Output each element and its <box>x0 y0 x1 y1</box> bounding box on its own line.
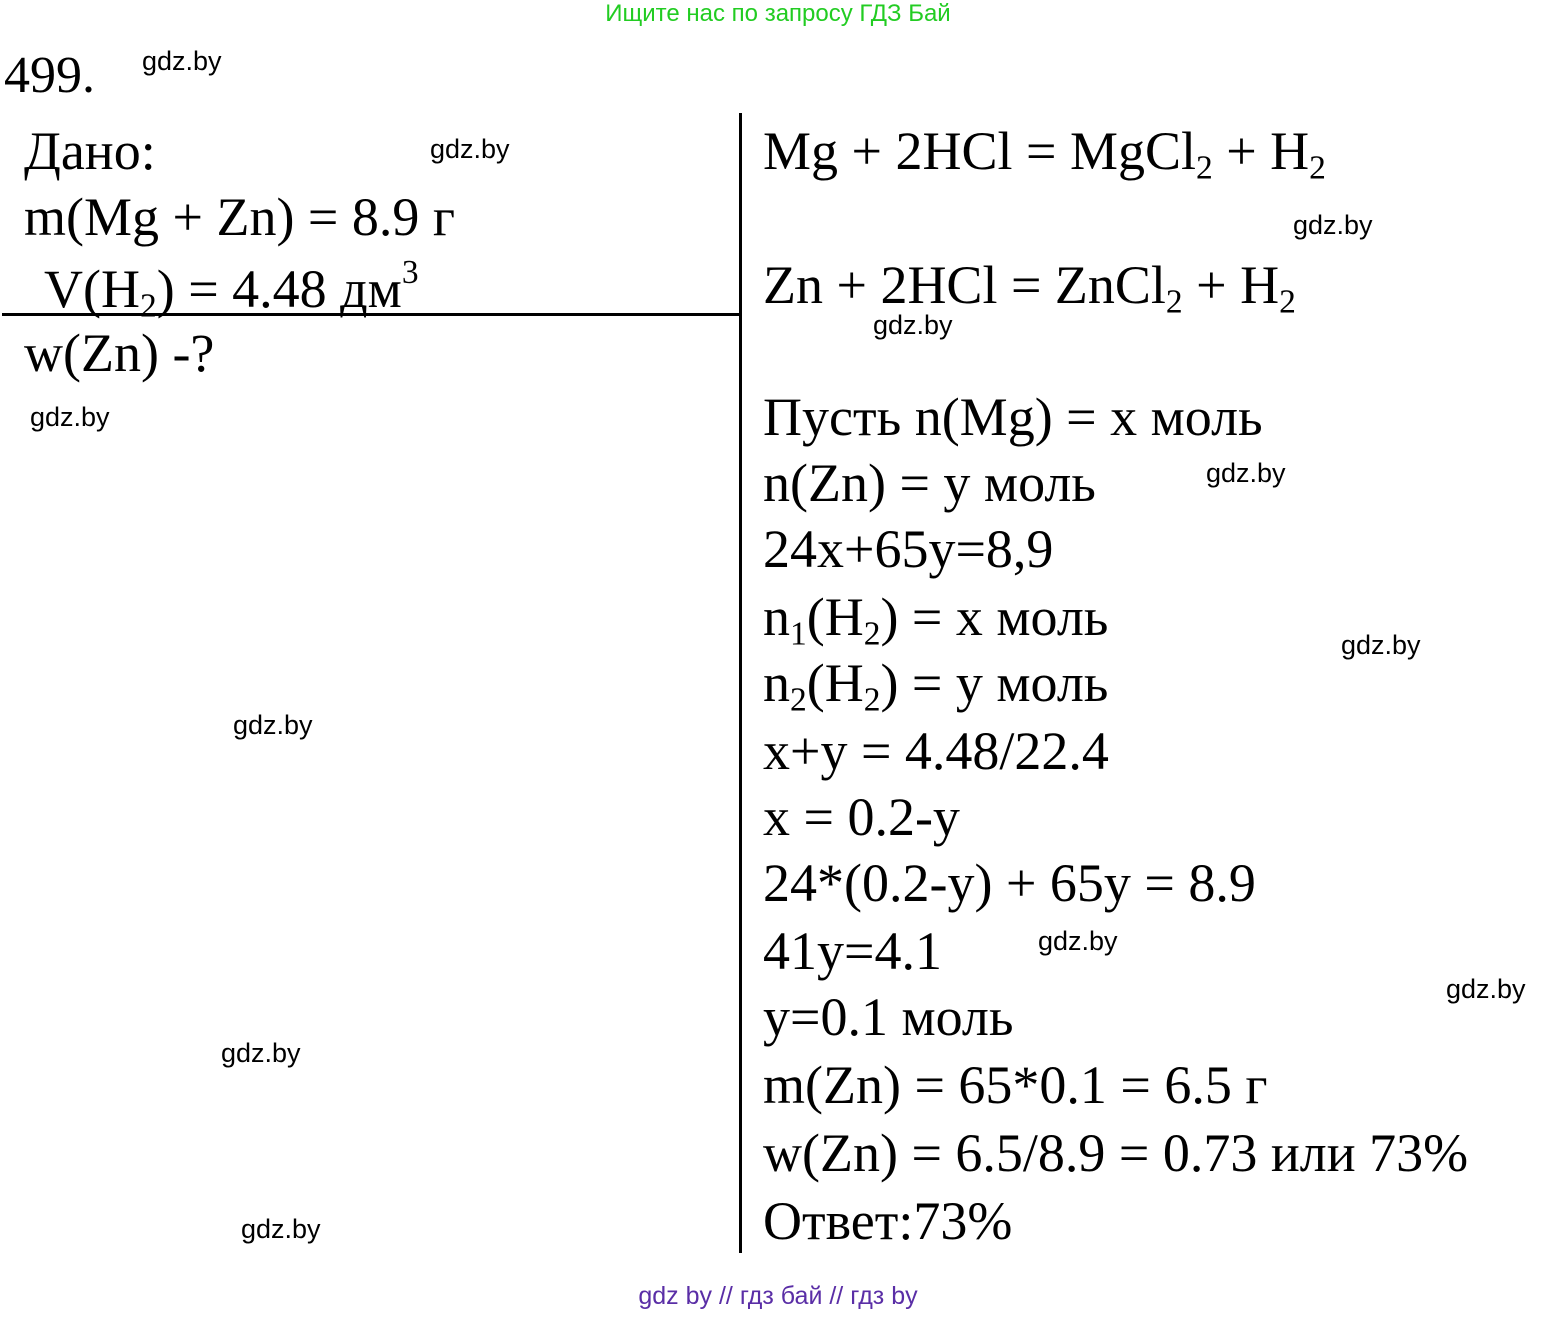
problem-number: 499. <box>4 47 95 104</box>
watermark: gdz.by <box>1206 458 1286 488</box>
watermark: gdz.by <box>241 1214 321 1244</box>
watermark: gdz.by <box>221 1038 301 1068</box>
n2-h2: $n_2(H_2) = y$ моль <box>763 653 1109 719</box>
watermark: gdz.by <box>873 310 953 340</box>
watermark: gdz.by <box>30 402 110 432</box>
mass-zn: m(Zn) = 65*0.1 = 6.5 г <box>763 1055 1268 1115</box>
reaction-mg: Mg + 2HCl = MgCl$_2$ + $H_2$ <box>763 121 1326 187</box>
y-value: y=0.1 моль <box>763 987 1014 1047</box>
sum-equation: x+y = 4.48/22.4 <box>763 721 1109 781</box>
x-expression: x = 0.2-y <box>763 787 960 847</box>
simplified-equation: 41y=4.1 <box>763 921 942 981</box>
reaction-zn: Zn + 2HCl = ZnCl$_2$ + $H_2$ <box>763 255 1296 321</box>
answer: Ответ:73% <box>763 1191 1013 1251</box>
find-target: w(Zn) -? <box>24 323 215 383</box>
given-volume: $V(H_2) = 4.48$ $дм^3$ <box>44 254 419 325</box>
watermark: gdz.by <box>1446 974 1526 1004</box>
substitution-equation: 24*(0.2-y) + 65y = 8.9 <box>763 853 1256 913</box>
n1-h2: $n_1(H_2) = x$ моль <box>763 587 1109 653</box>
watermark: gdz.by <box>1038 926 1118 956</box>
given-title: Дано: <box>24 121 156 181</box>
given-mass: m(Mg + Zn) = 8.9 г <box>24 187 456 247</box>
fraction-zn: w(Zn) = 6.5/8.9 = 0.73 или 73% <box>763 1123 1469 1183</box>
watermark: gdz.by <box>1293 210 1373 240</box>
watermark: gdz.by <box>142 46 222 76</box>
mass-equation: 24x+65y=8,9 <box>763 519 1054 579</box>
let-mg: Пусть n(Mg) = x моль <box>763 387 1263 447</box>
let-zn: n(Zn) = y моль <box>763 453 1096 513</box>
vertical-divider <box>739 113 742 1253</box>
watermark: gdz.by <box>1341 630 1421 660</box>
top-banner: Ищите нас по запросу ГДЗ Бай <box>605 0 951 27</box>
watermark: gdz.by <box>233 710 313 740</box>
watermark: gdz.by <box>430 134 510 164</box>
footer-links[interactable]: gdz by // гдз бай // гдз by <box>638 1282 918 1310</box>
